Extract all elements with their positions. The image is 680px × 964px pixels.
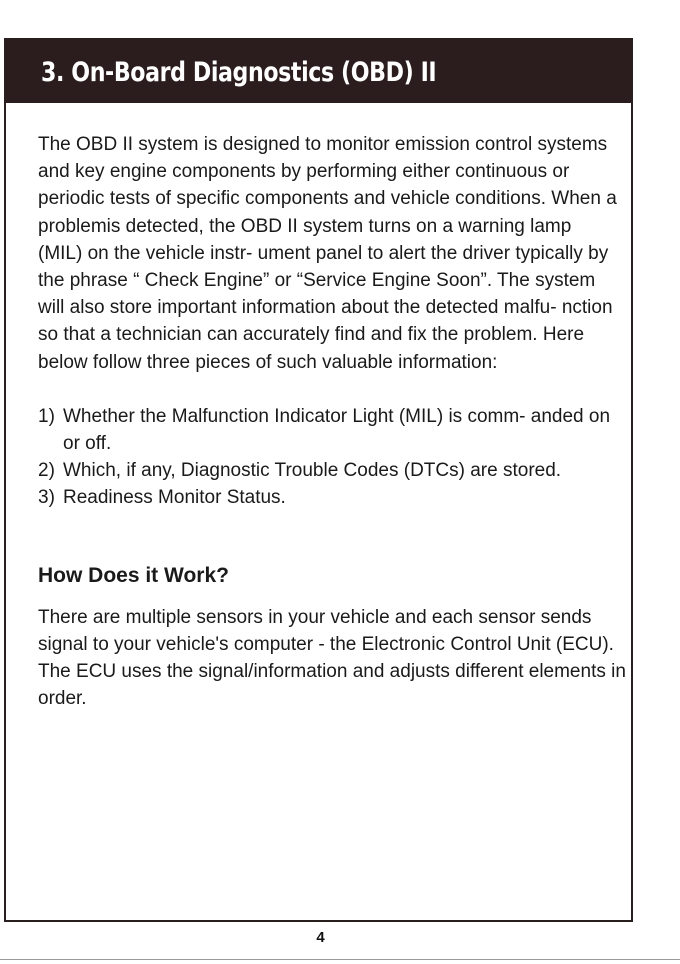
- list-item-number: 1): [38, 405, 55, 427]
- list-item: [38, 457, 618, 484]
- intro-paragraph: The OBD II system is designed to monitor emission control systems and key engine components by performing either continuous or periodic tests of specific components and vehicle conditions. When a problemis detected, the OBD II system turns on a warning lamp (MIL) on the vehicle instr- ument panel to alert the driver typically by the phrase “ Check Engine” or “Service Engine Soon”. The system will also store important information about the detected malfu- nction so that a technician can accurately find and fix the problem. Here below follow three pieces of such valuable information:: [38, 134, 617, 373]
- section-heading: How Does it Work?: [38, 563, 229, 587]
- content: [38, 131, 628, 712]
- info-list: [38, 403, 628, 512]
- page-number: 4: [316, 929, 325, 946]
- page-title: 3. On-Board Diagnostics (OBD) II: [41, 57, 437, 88]
- list-item-text: Readiness Monitor Status.: [63, 487, 286, 509]
- list-item: [38, 484, 618, 511]
- header-bar: [6, 40, 631, 103]
- list-item-text: Which, if any, Diagnostic Trouble Codes (DTCs) are stored.: [63, 460, 562, 482]
- list-item-number: 2): [38, 460, 55, 482]
- bottom-divider: [0, 959, 680, 960]
- list-item-number: 3): [38, 487, 55, 509]
- list-item-text: Whether the Malfunction Indicator Light (MIL) is comm- anded on or off.: [63, 405, 611, 455]
- list-item: [38, 403, 618, 457]
- page-frame: [4, 38, 633, 946]
- section-body: There are multiple sensors in your vehicle and each sensor sends signal to your vehicle's computer - the Electronic Control Unit (ECU). The ECU uses the signal/information and adjusts different elements in order.: [38, 606, 626, 710]
